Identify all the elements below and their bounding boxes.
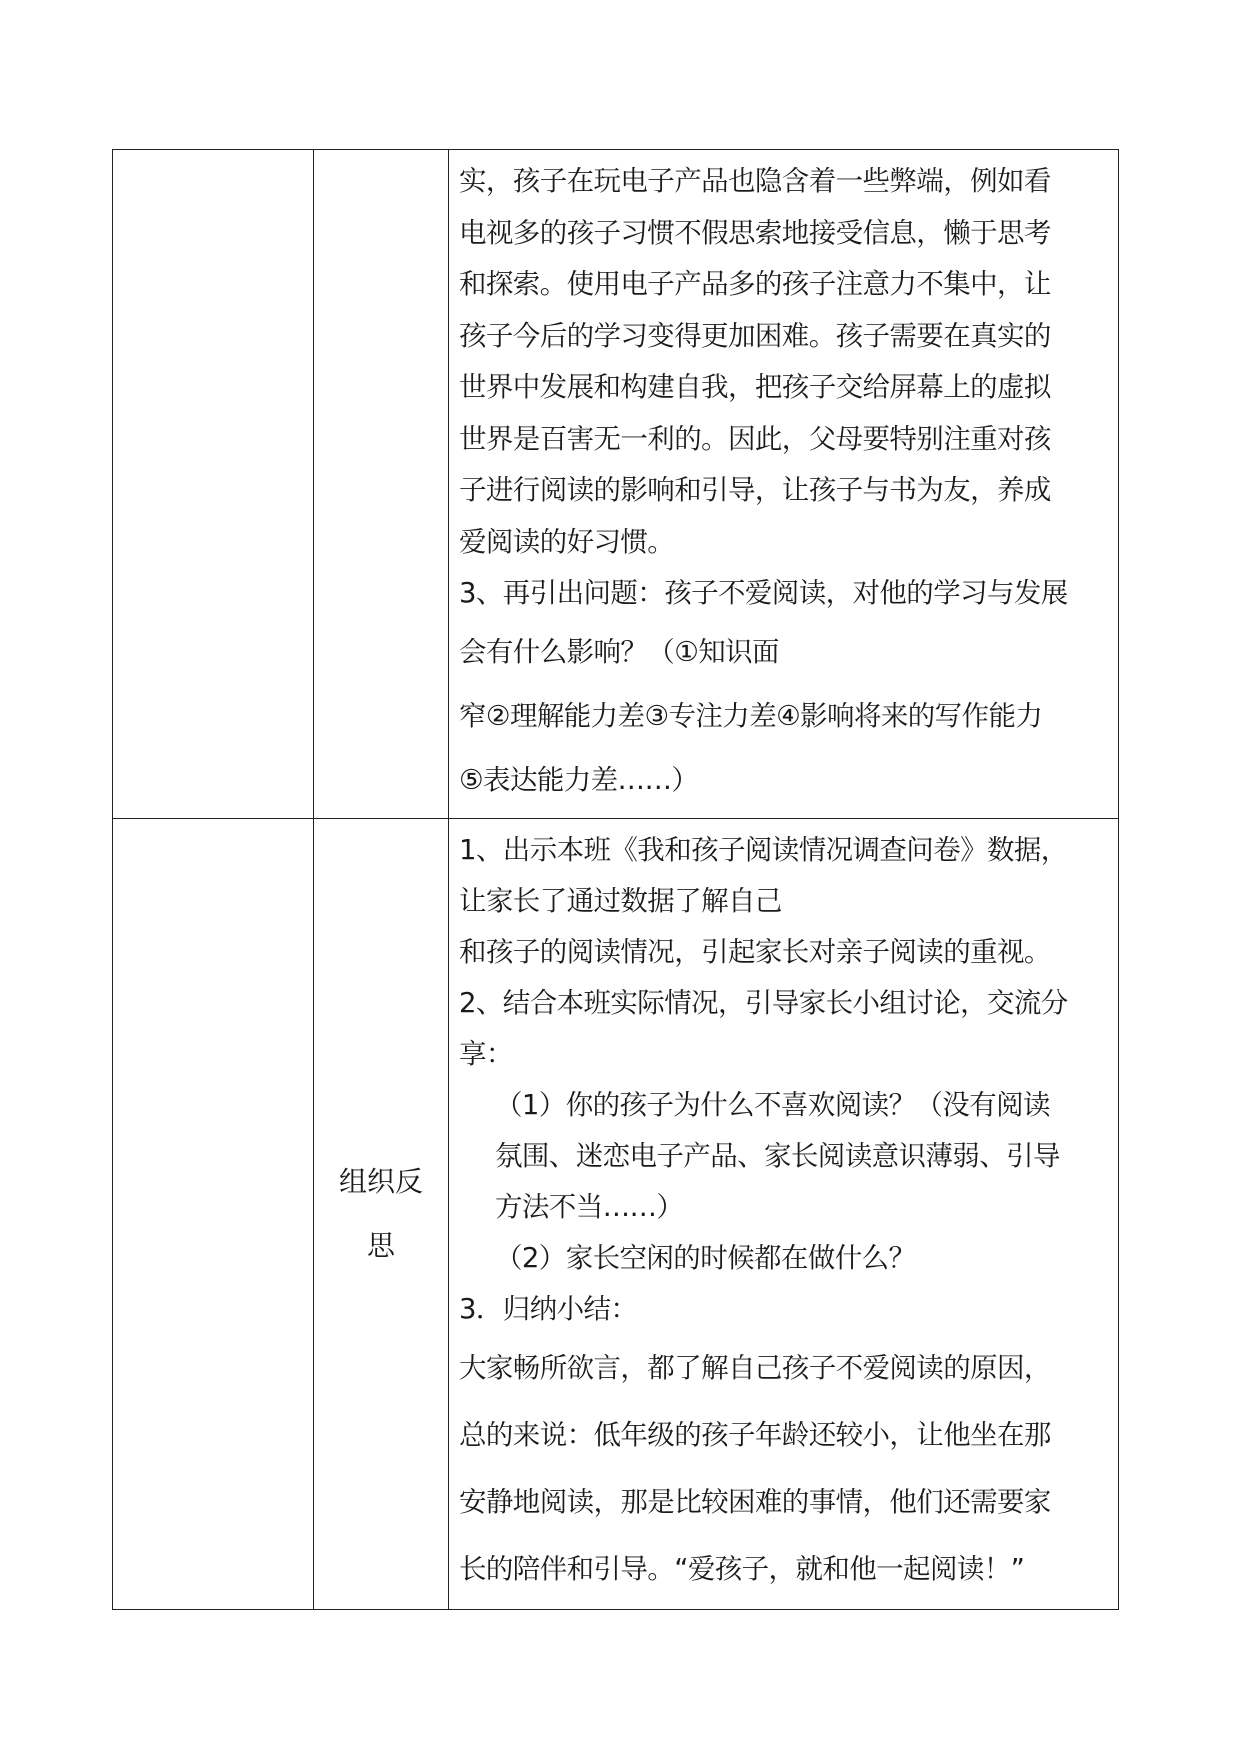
- text-line: ⑤表达能力差……）: [459, 763, 699, 796]
- text-line: 子进行阅读的影响和引导，让孩子与书为友，养成: [459, 474, 1051, 506]
- text-line: 世界是百害无一利的。因此，父母要特别注重对孩: [459, 422, 1051, 455]
- text-line: 让家长了通过数据了解自己: [459, 884, 782, 917]
- text-line: 1、出示本班《我和孩子阅读情况调查问卷》数据，: [459, 833, 1068, 866]
- text-line: 和探索。使用电子产品多的孩子注意力不集中，让: [459, 268, 1051, 300]
- text-line: 会有什么影响？（①知识面: [459, 635, 779, 668]
- text-line: 安静地阅读，那是比较困难的事情，他们还需要家: [459, 1485, 1051, 1518]
- cell-text: [449, 819, 1118, 1609]
- text-line: 孩子今后的学习变得更加困难。孩子需要在真实的: [459, 319, 1051, 352]
- text-line: 实，孩子在玩电子产品也隐含着一些弊端，例如看: [459, 165, 1051, 197]
- section-label-line: 组织反: [338, 1164, 423, 1198]
- table-row: [113, 150, 1119, 819]
- table-row: [113, 818, 1119, 1609]
- table-cell-empty: [314, 150, 449, 819]
- text-line: 3．归纳小结：: [459, 1292, 638, 1325]
- text-line: 和孩子的阅读情况，引起家长对亲子阅读的重视。: [459, 935, 1051, 968]
- text-line: 窄②理解能力差③专注力差④影响将来的写作能力: [459, 699, 1043, 732]
- text-line: 2、结合本班实际情况，引导家长小组讨论，交流分: [459, 986, 1068, 1019]
- text-line: 爱阅读的好习惯。: [459, 525, 675, 558]
- text-line: 世界中发展和构建自我，把孩子交给屏幕上的虚拟: [459, 371, 1051, 403]
- table-cell-empty: [113, 818, 314, 1609]
- text-line: 长的陪伴和引导。“爱孩子，就和他一起阅读！”: [459, 1552, 1025, 1585]
- text-line: 电视多的孩子习惯不假思索地接受信息，懒于思考: [459, 216, 1051, 249]
- text-line: 总的来说：低年级的孩子年龄还较小，让他坐在那: [459, 1418, 1051, 1451]
- text-line: 氛围、迷恋电子产品、家长阅读意识薄弱、引导: [495, 1139, 1060, 1172]
- text-line: （2）家长空闲的时候都在做什么？: [495, 1241, 916, 1274]
- text-line: 方法不当……）: [495, 1190, 684, 1223]
- text-line: 3、再引出问题：孩子不爱阅读，对他的学习与发展: [459, 577, 1068, 609]
- section-label-cell: [314, 818, 449, 1609]
- section-label: [314, 1150, 448, 1278]
- text-line: 大家畅所欲言，都了解自己孩子不爱阅读的原因，: [459, 1351, 1051, 1384]
- table-cell-empty: [113, 150, 314, 819]
- lesson-plan-table: [112, 149, 1119, 1610]
- table-cell-content: [449, 150, 1119, 819]
- cell-text: [449, 150, 1118, 818]
- text-line: （1）你的孩子为什么不喜欢阅读？（没有阅读: [495, 1088, 1050, 1121]
- section-label-line: 思: [366, 1228, 395, 1262]
- table-cell-content: [449, 818, 1119, 1609]
- text-line: 享：: [459, 1037, 513, 1070]
